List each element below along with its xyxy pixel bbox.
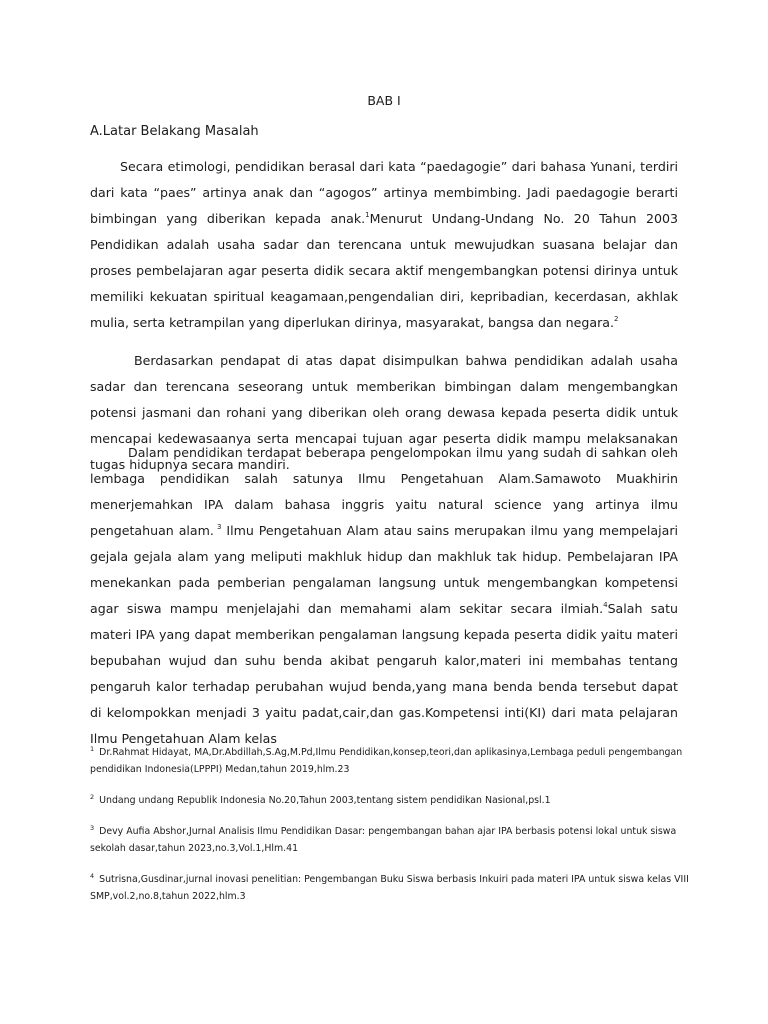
footnote-ref: 3 bbox=[213, 523, 222, 531]
paragraph-text: Berdasarkan pendapat di atas dapat disimpulkan bahwa pendidikan adalah usaha sadar dan terencana seseorang untuk memberikan bimbingan dalam mengembangkan potensi jasmani dan rohani yang diberikan oleh orang dewasa kepada peserta didik untuk mencapai kedewasaanya serta mencapai tujuan agar peserta didik mampu melaksanakan tugas hidupnya secara mandiri. bbox=[90, 353, 678, 472]
paragraph-text: Salah satu materi IPA yang dapat memberikan pengalaman langsung kepada peserta didik yaitu materi bepubahan wujud dan suhu benda akibat pengaruh kalor,materi ini membahas tentang pengaruh kalor terhadap perubahan wujud benda,yang mana benda benda tersebut dapat di kelompokkan menjadi 3 yaitu padat,cair,dan gas.Kompetensi inti(KI) dari mata pelajaran Ilmu Pengetahuan Alam kelas bbox=[90, 601, 678, 746]
section-heading: A.Latar Belakang Masalah bbox=[90, 124, 259, 139]
paragraph bbox=[90, 154, 678, 336]
paragraph-text: Secara etimologi, pendidikan berasal dari kata “paedagogie” dari bahasa Yunani, terdiri dari kata “paes” artinya anak dan “agogos” artinya membimbing. Jadi paedagogie berarti bimbingan yang diberikan kepada anak. bbox=[90, 159, 678, 226]
footnote bbox=[90, 792, 690, 809]
footnote-text: Devy Aufia Abshor,Jurnal Analisis Ilmu Pendidikan Dasar: pengembangan bahan ajar IPA berbasis potensi lokal untuk siswa sekolah dasar,tahun 2023,no.3,Vol.1,Hlm.41 bbox=[90, 826, 677, 854]
footnote-number: 1 bbox=[90, 745, 95, 753]
footnote-number: 4 bbox=[90, 872, 95, 880]
paragraph-text: Dalam pendidikan terdapat beberapa pengelompokan ilmu yang sudah di sahkan oleh lembaga pendidikan salah satunya Ilmu Pengetahuan Alam.Samawoto Muakhirin menerjemahkan IPA dalam bahasa inggris yaitu natural science yang artinya ilmu pengetahuan alam. bbox=[90, 445, 678, 538]
footnotes-section bbox=[90, 744, 690, 919]
footnote bbox=[90, 823, 690, 857]
footnote-text: Undang undang Republik Indonesia No.20,Tahun 2003,tentang sistem pendidikan Nasional,psl.1 bbox=[99, 795, 551, 806]
footnote bbox=[90, 871, 690, 905]
footnote bbox=[90, 744, 690, 778]
footnote-number: 3 bbox=[90, 824, 95, 832]
paragraph-text: Ilmu Pengetahuan Alam atau sains merupakan ilmu yang mempelajari gejala gejala alam yang meliputi makhluk hidup dan makhluk tak hidup. Pembelajaran IPA menekankan pada pemberian pengalaman langsung untuk mengembangkan kompetensi agar siswa mampu menjelajahi dan memahami alam sekitar secara ilmiah. bbox=[90, 523, 679, 616]
paragraph-text: Menurut Undang-Undang No. 20 Tahun 2003 Pendidikan adalah usaha sadar dan terencana untuk mewujudkan suasana belajar dan proses pembelajaran agar peserta didik secara aktif mengembangkan potensi dirinya untuk memiliki kekuatan spiritual keagamaan,pengendalian diri, kepribadian, kecerdasan, akhlak mulia, serta ketrampilan yang diperlukan dirinya, masyarakat, bangsa dan negara. bbox=[90, 211, 678, 330]
footnote-ref: 2 bbox=[614, 315, 619, 323]
chapter-title: BAB I bbox=[367, 93, 401, 108]
footnote-number: 2 bbox=[90, 793, 95, 801]
footnote-text: Dr.Rahmat Hidayat, MA,Dr.Abdillah,S.Ag,M.Pd,Ilmu Pendidikan,konsep,teori,dan aplikasinya,Lembaga peduli pengembangan pendidikan Indonesia(LPPPI) Medan,tahun 2019,hlm.23 bbox=[90, 747, 683, 775]
footnote-ref: 4 bbox=[603, 601, 608, 609]
footnote-ref: 1 bbox=[365, 211, 370, 219]
paragraph bbox=[90, 440, 678, 752]
footnote-text: Sutrisna,Gusdinar,jurnal inovasi penelitian: Pengembangan Buku Siswa berbasis Inkuiri pada materi IPA untuk siswa kelas VIII SMP,vol.2,no.8,tahun 2022,hlm.3 bbox=[90, 874, 689, 902]
